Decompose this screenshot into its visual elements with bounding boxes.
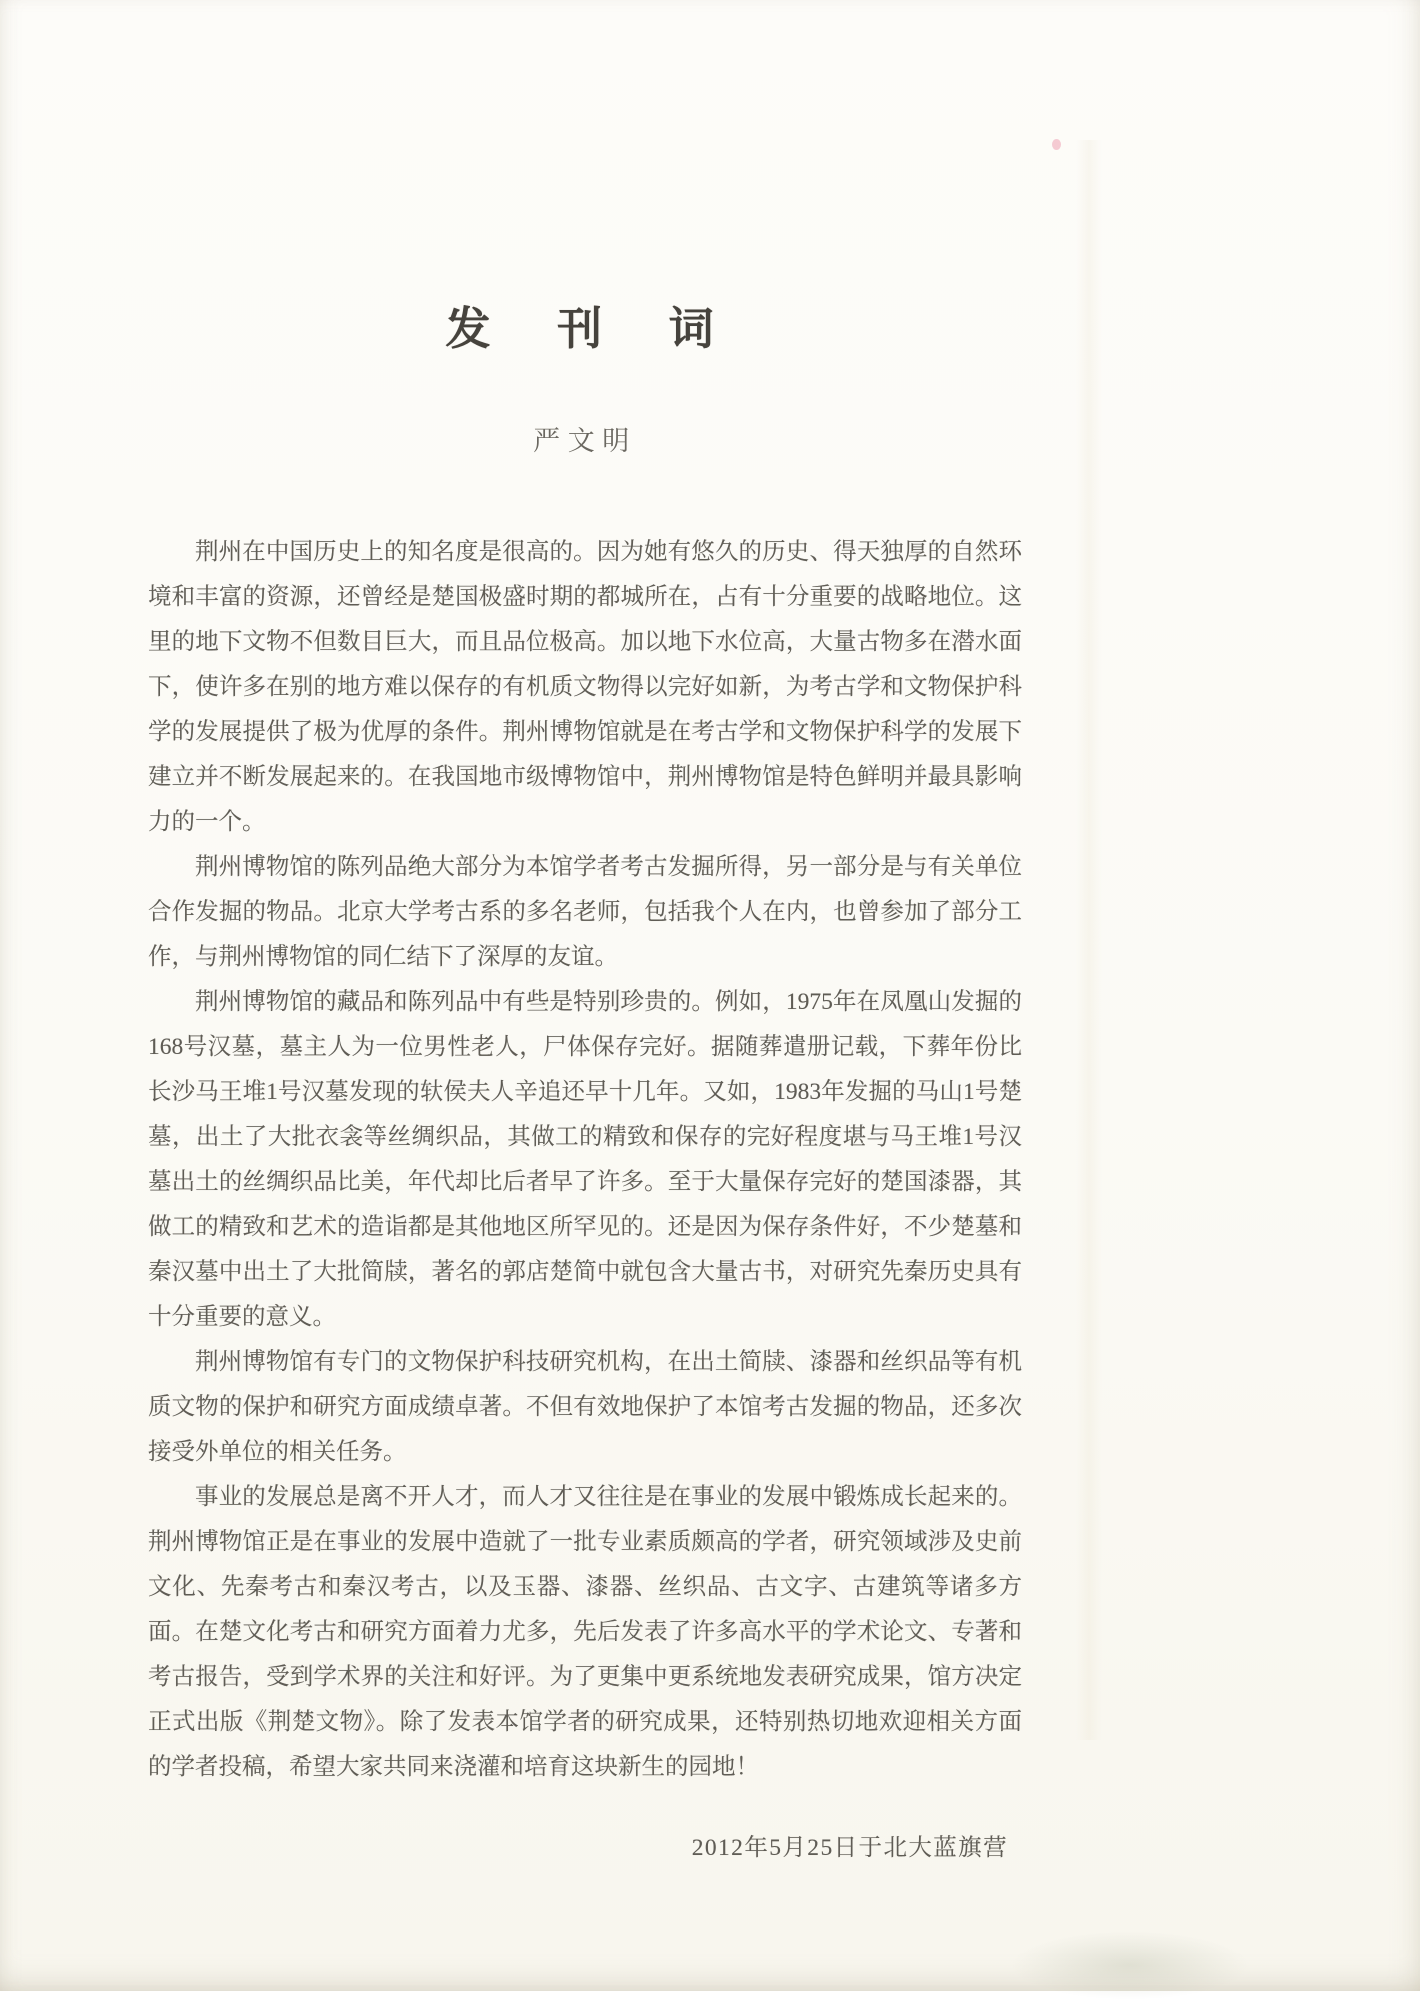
body-paragraph: 荆州博物馆有专门的文物保护科技研究机构，在出土简牍、漆器和丝织品等有机质文物的保护和研究方面成绩卓著。不但有效地保护了本馆考古发掘的物品，还多次接受外单位的相关任务。 (148, 1349, 1022, 1465)
page-title: 发 刊 词 (445, 304, 725, 354)
body-paragraph: 荆州博物馆的陈列品绝大部分为本馆学者考古发掘所得，另一部分是与有关单位合作发掘的物品。北京大学考古系的多名老师，包括我个人在内，也曾参加了部分工作，与荆州博物馆的同仁结下了深厚的友谊。 (148, 854, 1022, 970)
document-body (148, 530, 1022, 1790)
text-block (148, 0, 1022, 1862)
body-paragraph: 荆州在中国历史上的知名度是很高的。因为她有悠久的历史、得天独厚的自然环境和丰富的资源，还曾经是楚国极盛时期的都城所在，占有十分重要的战略地位。这里的地下文物不但数目巨大，而且品位极高。加以地下水位高，大量古物多在潜水面下，使许多在别的地方难以保存的有机质文物得以完好如新，为考古学和文物保护科学的发展提供了极为优厚的条件。荆州博物馆就是在考古学和文物保护科学的发展下建立并不断发展起来的。在我国地市级博物馆中，荆州博物馆是特色鲜明并最具影响力的一个。 (148, 539, 1022, 835)
page-curvature-shading (1076, 140, 1102, 1740)
dateline: 2012年5月25日于北大蓝旗营 (691, 1835, 1008, 1861)
scan-artifact-dot (1052, 139, 1061, 150)
body-paragraph: 荆州博物馆的藏品和陈列品中有些是特别珍贵的。例如，1975年在凤凰山发掘的168号汉墓，墓主人为一位男性老人，尸体保存完好。据随葬遣册记载，下葬年份比长沙马王堆1号汉墓发现的轪侯夫人辛追还早十几年。又如，1983年发掘的马山1号楚墓，出土了大批衣衾等丝绸织品，其做工的精致和保存的完好程度堪与马王堆1号汉墓出土的丝绸织品比美，年代却比后者早了许多。至于大量保存完好的楚国漆器，其做工的精致和艺术的造诣都是其他地区所罕见的。还是因为保存条件好，不少楚墓和秦汉墓中出土了大批简牍，著名的郭店楚简中就包含大量古书，对研究先秦历史具有十分重要的意义。 (148, 989, 1022, 1330)
body-paragraph: 事业的发展总是离不开人才，而人才又往往是在事业的发展中锻炼成长起来的。荆州博物馆正是在事业的发展中造就了一批专业素质颇高的学者，研究领域涉及史前文化、先秦考古和秦汉考古，以及玉器、漆器、丝织品、古文字、古建筑等诸多方面。在楚文化考古和研究方面着力尤多，先后发表了许多高水平的学术论文、专著和考古报告，受到学术界的关注和好评。为了更集中更系统地发表研究成果，馆方决定正式出版《荆楚文物》。除了发表本馆学者的研究成果，还特别热切地欢迎相关方面的学者投稿，希望大家共同来浇灌和培育这块新生的园地！ (148, 1484, 1022, 1780)
author-name: 严文明 (533, 426, 637, 456)
scan-smudge (1010, 1930, 1250, 2000)
